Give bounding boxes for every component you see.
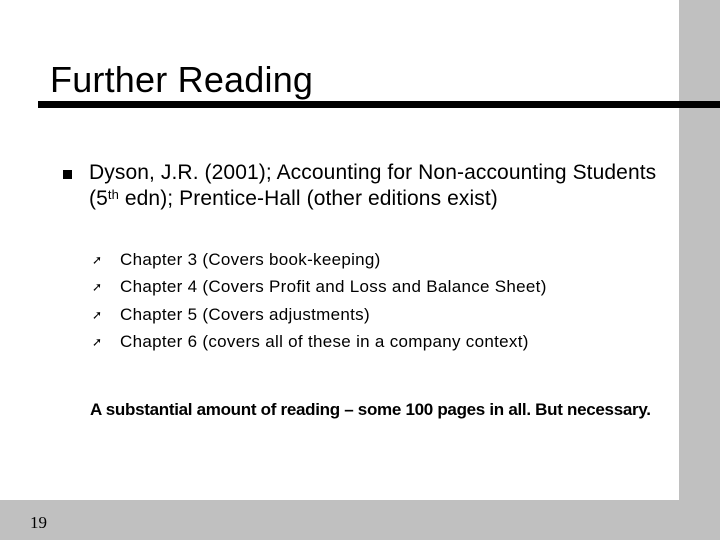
reference-text-rest: edn); Prentice-Hall (other editions exist) bbox=[118, 187, 498, 210]
chapter-label: Chapter 6 (covers all of these in a company context) bbox=[120, 332, 529, 352]
list-item bbox=[92, 329, 547, 357]
bottom-frame-band bbox=[0, 500, 720, 540]
reading-note: A substantial amount of reading – some 100 pages in all. But necessary. bbox=[90, 400, 651, 419]
arrow-bullet-icon: ➚ bbox=[92, 335, 103, 350]
right-frame-band bbox=[679, 0, 720, 540]
slide-title: Further Reading bbox=[50, 59, 314, 100]
arrow-bullet-icon: ➚ bbox=[92, 252, 103, 267]
title-underline bbox=[38, 101, 720, 108]
list-item bbox=[92, 246, 547, 274]
chapter-label: Chapter 5 (Covers adjustments) bbox=[120, 304, 370, 324]
chapter-list bbox=[92, 246, 547, 356]
chapter-label: Chapter 4 (Covers Profit and Loss and Balance Sheet) bbox=[120, 277, 547, 297]
reference-text bbox=[89, 160, 669, 212]
list-item bbox=[92, 274, 547, 302]
page-number: 19 bbox=[30, 513, 47, 532]
chapter-label: Chapter 3 (Covers book-keeping) bbox=[120, 249, 381, 269]
reference-text-main: Dyson, J.R. (2001); Accounting for Non-accounting Students (5 bbox=[89, 161, 657, 210]
list-item bbox=[92, 301, 547, 329]
arrow-bullet-icon: ➚ bbox=[92, 307, 103, 322]
arrow-bullet-icon: ➚ bbox=[92, 280, 103, 295]
square-bullet-icon bbox=[63, 170, 72, 179]
edition-superscript: th bbox=[107, 187, 119, 202]
